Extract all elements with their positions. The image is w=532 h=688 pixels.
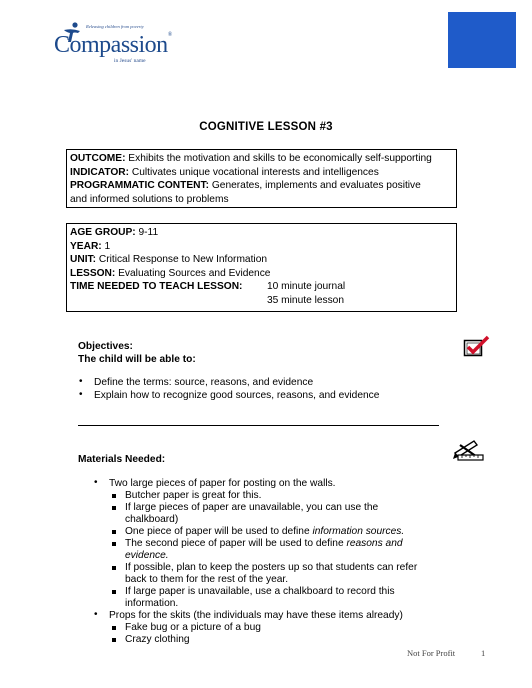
lesson-label: LESSON: [70, 267, 116, 279]
time-value-journal: 10 minute journal [267, 281, 346, 293]
lesson-value: Evaluating Sources and Evidence [115, 267, 271, 279]
content-text: Generates, implements and evaluates positive [209, 180, 421, 192]
materials-subitem: Butcher paper is great for this. [125, 490, 262, 501]
materials-item: Props for the skits (the individuals may have these items already) [109, 610, 403, 621]
outcome-row [70, 152, 453, 166]
materials-subitem: If large pieces of paper are unavailable, you can use the [125, 502, 379, 513]
checkbox-check-icon [463, 335, 490, 359]
objectives-heading: Objectives: [78, 341, 133, 352]
page-title: COGNITIVE LESSON #3 [199, 121, 333, 133]
materials-subitem: Fake bug or a picture of a bug [125, 622, 261, 633]
square-bullet [112, 542, 116, 546]
bullet-dot: • [94, 609, 98, 620]
bullet-dot: • [79, 376, 83, 387]
materials-subitem-continued: evidence. [125, 550, 169, 561]
materials-heading: Materials Needed: [78, 454, 166, 465]
logo-wordmark: Compassion® [54, 32, 172, 58]
age-value: 9-11 [135, 227, 159, 238]
materials-subitem: One piece of paper will be used to define information sources. [125, 526, 405, 537]
materials-subitem-continued: chalkboard) [125, 514, 179, 525]
indicator-row [70, 166, 453, 180]
outcome-box [66, 149, 457, 208]
indicator-text: Cultivates unique vocational interests and intelligences [129, 166, 379, 178]
time-value-lesson: 35 minute lesson [267, 294, 345, 306]
content-text-continued: and informed solutions to problems [70, 193, 229, 205]
year-value: 1 [101, 240, 111, 252]
brand-color-block [448, 12, 516, 68]
materials-item: Two large pieces of paper for posting on the walls. [109, 478, 336, 489]
square-bullet [112, 530, 116, 534]
square-bullet [112, 626, 116, 630]
materials-subitem: The second piece of paper will be used to define reasons and [125, 538, 403, 549]
bullet-dot: • [94, 477, 98, 488]
time-row-2 [70, 294, 453, 308]
pencil-ruler-icon [452, 437, 486, 463]
year-row [70, 240, 453, 254]
materials-subitem: If possible, plan to keep the posters up so that students can refer [125, 562, 418, 573]
footer-text: Not For Profit [407, 648, 456, 658]
objective-item: Define the terms: source, reasons, and evidence [94, 377, 314, 388]
unit-label: UNIT: [70, 254, 97, 266]
logo-subline: in Jesus' name [114, 58, 146, 64]
logo-tagline: Releasing children from poverty [86, 24, 144, 29]
time-row [70, 280, 453, 294]
age-label: AGE GROUP: [70, 227, 136, 238]
materials-subitem: If large paper is unavailable, use a chalkboard to record this [125, 586, 395, 597]
outcome-label: OUTCOME: [70, 153, 126, 164]
materials-subitem-continued: back to them for the rest of the year. [125, 574, 289, 585]
unit-value: Critical Response to New Information [96, 254, 268, 266]
year-label: YEAR: [70, 240, 102, 252]
content-row [70, 179, 453, 193]
outcome-text: Exhibits the motivation and skills to be economically self-supporting [125, 153, 432, 164]
objectives-section [78, 341, 196, 367]
section-divider [78, 425, 439, 426]
compassion-logo [52, 22, 172, 67]
time-label: TIME NEEDED TO TEACH LESSON: [70, 281, 243, 293]
lesson-info-box [66, 223, 457, 312]
lesson-row [70, 267, 453, 281]
materials-subitem-continued: information. [125, 598, 179, 609]
indicator-label: INDICATOR: [70, 166, 130, 178]
age-row [70, 226, 453, 240]
square-bullet [112, 506, 116, 510]
page-number: 1 [481, 648, 486, 658]
objectives-subheading: The child will be able to: [78, 353, 196, 365]
materials-subitem: Crazy clothing [125, 634, 190, 645]
square-bullet [112, 590, 116, 594]
objective-item: Explain how to recognize good sources, reasons, and evidence [94, 390, 380, 401]
bullet-dot: • [79, 389, 83, 400]
unit-row [70, 253, 453, 267]
square-bullet [112, 566, 116, 570]
content-label: PROGRAMMATIC CONTENT: [70, 180, 210, 192]
square-bullet [112, 638, 116, 642]
square-bullet [112, 494, 116, 498]
